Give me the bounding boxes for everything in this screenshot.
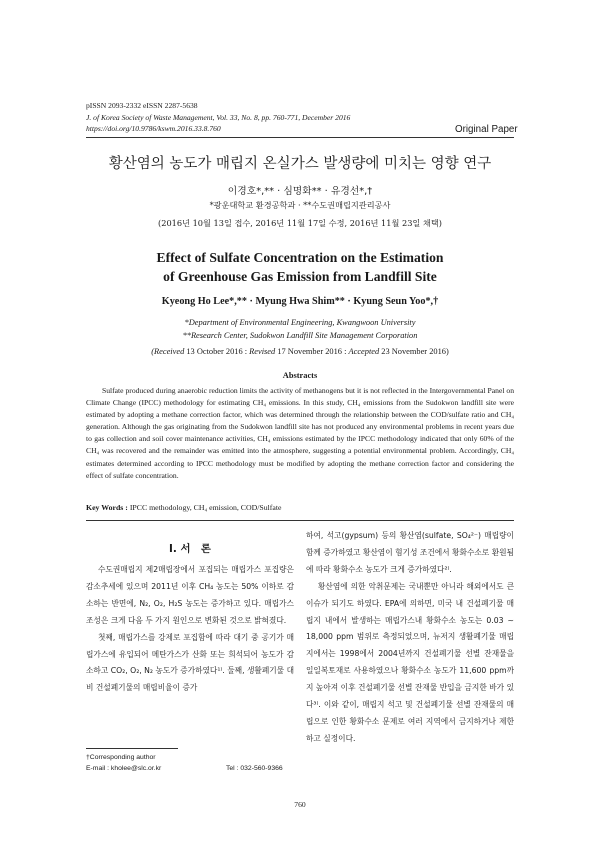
right-column xyxy=(306,528,514,748)
corresponding-author: †Corresponding author xyxy=(86,754,156,761)
korean-authors: 이경호*,** · 심명화** · 유경선*,† xyxy=(227,186,373,197)
keywords xyxy=(86,503,514,512)
received-date: 13 October 2016 : xyxy=(184,347,250,356)
journal-citation: J. of Korea Society of Waste Management, Vol. 33, No. 8, pp. 760-771, December 2016 xyxy=(86,112,351,122)
korean-affiliation: *광운대학교 환경공학과 · **수도권매립지관리공사 xyxy=(209,200,391,210)
doi-link[interactable]: https://doi.org/10.9786/kswm.2016.33.8.760 xyxy=(86,124,221,133)
keywords-label: Key Words : xyxy=(86,503,130,512)
accepted-date: 23 November 2016) xyxy=(379,347,449,356)
korean-dates: (2016년 10월 13일 접수, 2016년 11월 17일 수정, 2016년 11월 23일 채택) xyxy=(158,218,442,228)
abstract-rule xyxy=(86,520,514,521)
english-dates xyxy=(86,347,514,356)
right-paragraph-2: 황산염에 의한 악취문제는 국내뿐만 아니라 해외에서도 큰 이슈가 되기도 하였다. EPA에 의하면, 미국 내 건설폐기물 매립지 내에서 발생하는 매립가스내 황화수소 농도는 0.03 ~ 18,000 ppm 범위로 측정되었으며, 뉴저지 생활폐기물 매립지에서는 1998에서 2004년까지 건설폐기물 선별 잔재물을 일일복토재로 사용하였으나 황화수소 농도가 11,600 ppm까지 높아져 이후 건설폐기물 선별 잔재물 반입을 금지한 바가 있다³⁾. 이와 같이, 매립지 석고 및 건설폐기물 선별 잔재물의 매립으로 인한 황화수소 문제로 여러 지역에서 금지하거나 제한하고 실정이다. xyxy=(306,581,514,743)
left-paragraph-1: 수도권매립지 제2매립장에서 포집되는 매립가스 포집량은 감소추세에 있으며 2011년 이후 CH₄ 농도는 50% 이하로 감소하는 반면에, N₂, O₂, H₂S 농도는 증가하고 있다. 매립가스 조성은 크게 다음 두 가지 원인으로 변화된 것으로 밝혀졌다. xyxy=(86,565,294,625)
english-title-line1: Effect of Sulfate Concentration on the Estimation xyxy=(156,250,444,265)
korean-title: 황산염의 농도가 매립지 온실가스 발생량에 미치는 영향 연구 xyxy=(108,156,492,172)
keywords-text: IPCC methodology, CH₄ emission, COD/Sulfate xyxy=(129,503,282,512)
footnote xyxy=(86,753,294,774)
affiliation-1: *Department of Environmental Engineering, Kwangwoon University xyxy=(184,318,416,327)
author-phone: Tel : 032-560-9366 xyxy=(226,764,283,772)
page-number: 760 xyxy=(294,800,306,809)
article-type: Original Paper xyxy=(455,124,518,135)
footnote-rule xyxy=(86,748,178,749)
affiliation-2: **Research Center, Sudokwon Landfill Site Management Corporation xyxy=(182,330,418,340)
english-title-line2: of Greenhouse Gas Emission from Landfill Site xyxy=(163,269,437,284)
header-rule xyxy=(86,137,514,138)
author-email[interactable]: E-mail : kholee@slc.or.kr xyxy=(86,764,162,772)
right-paragraph-1: 하여, 석고(gypsum) 등의 황산염(sulfate, SO₄²⁻) 매립량이 함께 증가하였고 황산염이 혐기성 조건에서 황화수소로 환원됨에 따라 황화수소 농도가 크게 증가하였다²⁾. xyxy=(306,531,514,574)
english-title xyxy=(86,248,514,286)
revised-date: 17 November 2016 : xyxy=(275,347,349,356)
issn: pISSN 2093-2332 eISSN 2287-5638 xyxy=(86,101,198,110)
left-paragraph-2: 첫째, 매립가스를 강제로 포집함에 따라 대기 중 공기가 매립가스에 유입되어 메탄가스가 산화 또는 희석되어 농도가 감소하고 CO₂, O₂, N₂ 농도가 증가하였다¹⁾. 둘째, 생활폐기물 대비 건설폐기물의 매립비율이 증가 xyxy=(86,632,294,693)
abstract-heading: Abstracts xyxy=(282,371,318,380)
english-affiliations xyxy=(86,317,514,342)
left-column xyxy=(86,562,294,697)
section-heading-introduction: I. 서 론 xyxy=(169,543,211,555)
revised-label: Revised xyxy=(249,347,276,356)
english-authors: Kyeong Ho Lee*,** · Myung Hwa Shim** · Kyung Seun Yoo*,† xyxy=(161,296,439,307)
abstract-text: Sulfate produced during anaerobic reduction limits the activity of methanogens but it is not reflected in the Intergovernmental Panel on Climate Change (IPCC) methodology for estimating CH₄ emissions. In this study, CH₄ emissions from the Sudokwon landfill site were estimated by adopting a methane correction factor, which was determined through the relationship between the COD/sulfate ratio and CH₄ generation. Although the gas originating from the Sudokwon landfill site has not produced any environmental problems in recent years due to gas collection and soil cover maintenance activities, CH₄ emissions estimated by the IPCC methodology indicated that only 60% of the CH₄ was recovered and the remainder was emitted into the atmosphere, suggesting a potential environmental problem. Accordingly, CH₄ estimates determined according to IPCC methodology must be modified by adopting the methane correction factor and considering the effect of sulfate concentration. xyxy=(86,386,514,480)
accepted-label: Accepted xyxy=(348,347,380,356)
received-label: (Received xyxy=(151,347,185,356)
